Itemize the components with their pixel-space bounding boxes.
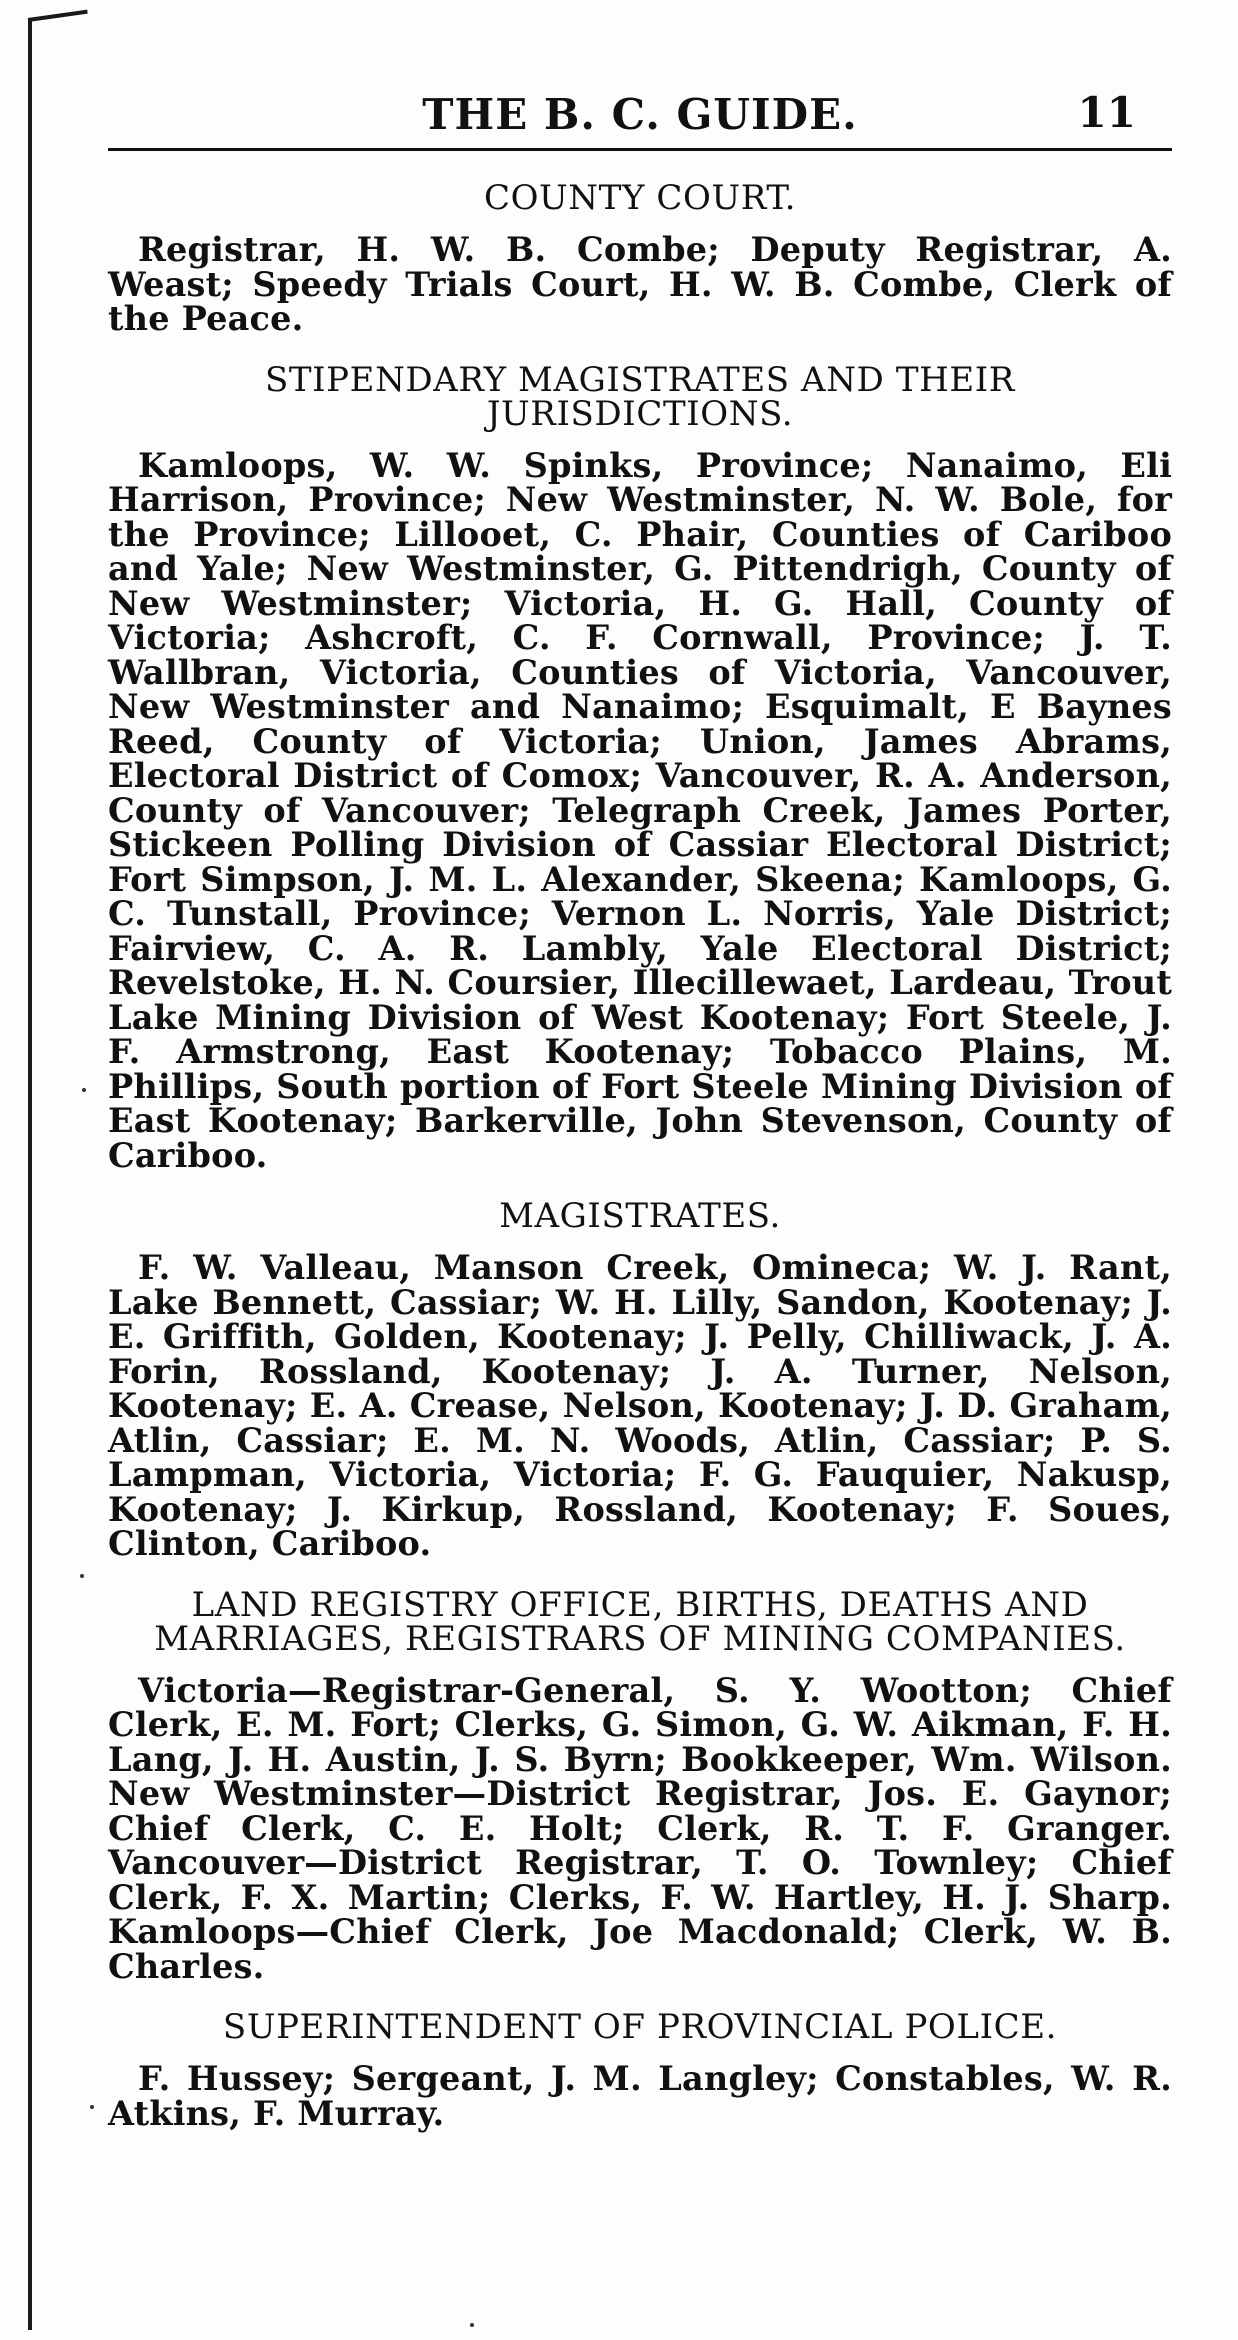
section-land-registry xyxy=(108,1584,1172,1986)
print-speck xyxy=(80,1574,84,1578)
running-title: THE B. C. GUIDE. xyxy=(422,90,858,139)
section-stipendary-magistrates xyxy=(108,359,1172,1175)
section-body: Registrar, H. W. B. Combe; Deputy Registrar, A. Weast; Speedy Trials Court, H. W. B. Combe, Clerk of the Peace. xyxy=(108,230,1172,338)
print-speck xyxy=(470,2323,474,2327)
print-speck xyxy=(82,1088,86,1092)
page-edge-rule xyxy=(28,20,32,2330)
section-body: F. W. Valleau, Manson Creek, Omineca; W. J. Rant, Lake Bennett, Cassiar; W. H. Lilly, Sandon, Kootenay; J. E. Griffith, Golden, Kootenay; J. Pelly, Chilliwack, J. A. Forin, Rossland, Kootenay; J. A. Turner, Nelson, Kootenay; E. A. Crease, Nelson, Kootenay; J. D. Graham, Atlin, Cassiar; E. M. N. Woods, Atlin, Cassiar; P. S. Lampman, Victoria, Victoria; F. G. Fauquier, Nakusp, Kootenay; J. Kirkup, Rossland, Kootenay; F. Soues, Clinton, Cariboo. xyxy=(108,1248,1172,1563)
page-number: 11 xyxy=(1077,88,1136,137)
section-body: Victoria—Registrar-General, S. Y. Wootton; Chief Clerk, E. M. Fort; Clerks, G. Simon, G. W. Aikman, F. H. Lang, J. H. Austin, J. S. Byrn; Bookkeeper, Wm. Wilson. New Westminster—District Registrar, Jos. E. Gaynor; Chief Clerk, C. E. Holt; Clerk, R. T. F. Granger. Vancouver—District Registrar, T. O. Townley; Chief Clerk, F. X. Martin; Clerks, F. W. Hartley, H. J. Sharp. Kamloops—Chief Clerk, Joe Macdonald; Clerk, W. B. Charles. xyxy=(108,1670,1172,1986)
section-heading: SUPERINTENDENT OF PROVINCIAL POLICE. xyxy=(222,2007,1058,2047)
section-magistrates xyxy=(108,1196,1172,1563)
print-speck xyxy=(90,2105,94,2109)
section-heading: STIPENDARY MAGISTRATES AND THEIR JURISDICTIONS. xyxy=(264,359,1016,434)
section-county-court xyxy=(108,178,1172,338)
section-heading: MAGISTRATES. xyxy=(499,1196,781,1236)
text-column xyxy=(108,86,1172,2131)
section-body: F. Hussey; Sergeant, J. M. Langley; Constables, W. R. Atkins, F. Murray. xyxy=(108,2059,1172,2133)
section-heading: LAND REGISTRY OFFICE, BIRTHS, DEATHS AND MARRIAGES, REGISTRARS OF MINING COMPANIES. xyxy=(154,1584,1126,1659)
running-head xyxy=(108,86,1172,151)
section-body: Kamloops, W. W. Spinks, Province; Nanaimo, Eli Harrison, Province; New Westminster, N. W. Bole, for the Province; Lillooet, C. Phair, Counties of Cariboo and Yale; New Westminster, G. Pittendrigh, County of New Westminster; Victoria, H. G. Hall, County of Victoria; Ashcroft, C. F. Cornwall, Province; J. T. Wallbran, Victoria, Counties of Victoria, Vancouver, New Westminster and Nanaimo; Esquimalt, E Baynes Reed, County of Victoria; Union, James Abrams, Electoral District of Comox; Vancouver, R. A. Anderson, County of Vancouver; Telegraph Creek, James Porter, Stickeen Polling Division of Cassiar Electoral District; Fort Simpson, J. M. L. Alexander, Skeena; Kamloops, G. C. Tunstall, Province; Vernon L. Norris, Yale District; Fairview, C. A. R. Lambly, Yale Electoral District; Revelstoke, H. N. Coursier, Illecillewaet, Lardeau, Trout Lake Mining Division of West Kootenay; Fort Steele, J. F. Armstrong, East Kootenay; Tobacco Plains, M. Phillips, South portion of Fort Steele Mining Division of East Kootenay; Barkerville, John Stevenson, County of Cariboo. xyxy=(108,445,1172,1175)
section-heading: COUNTY COURT. xyxy=(483,178,797,218)
page-corner-mark xyxy=(28,10,88,22)
section-provincial-police xyxy=(108,2007,1172,2133)
